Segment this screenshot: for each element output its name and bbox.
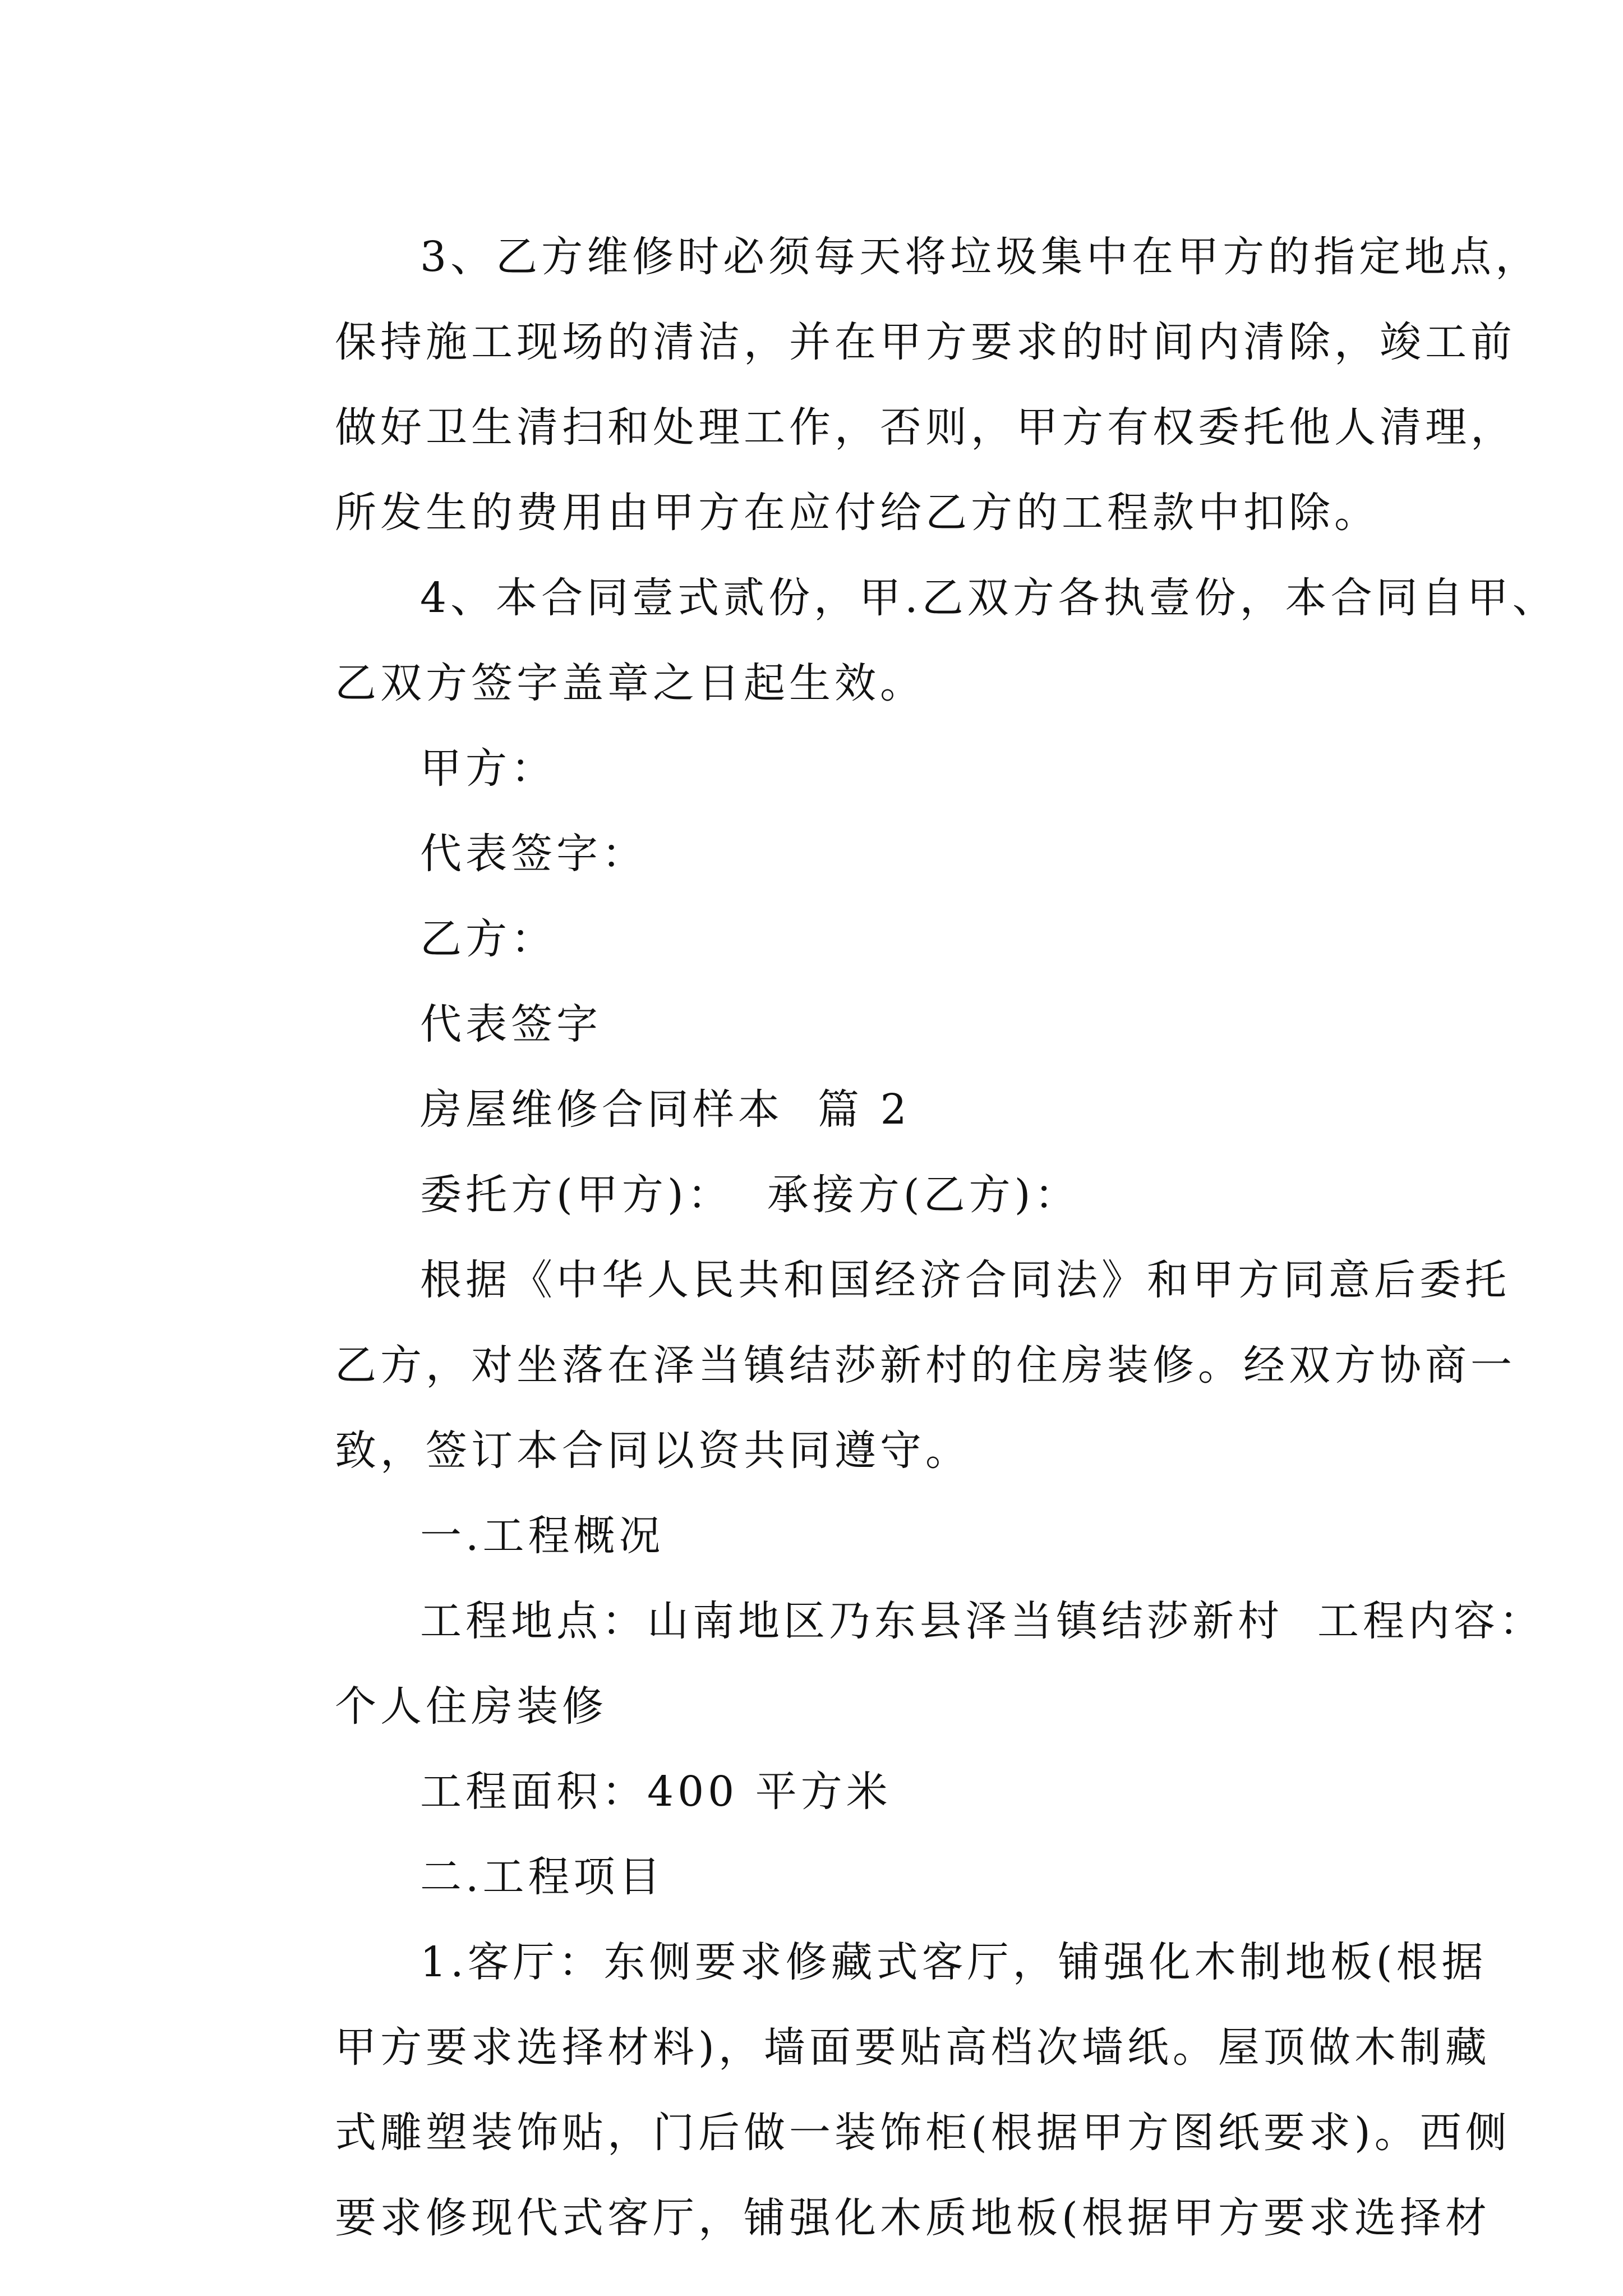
- living-room-paragraph: [250, 1920, 1511, 2261]
- text-line: 个人住房装修: [335, 1682, 607, 1731]
- text-line: 1.客厅：东侧要求修藏式客厅，铺强化木制地板(根据: [420, 1938, 1487, 1986]
- text-line: 致，签订本合同以资共同遵守。: [335, 1427, 971, 1475]
- text-line: 保持施工现场的清洁，并在甲方要求的时间内清除，竣工前: [335, 318, 1516, 366]
- text-line: 式雕塑装饰贴，门后做一装饰柜(根据甲方图纸要求)。西侧: [335, 2109, 1511, 2157]
- clause-3-paragraph: [250, 214, 1541, 555]
- preamble-paragraph: [250, 1237, 1516, 1493]
- text-line: 工程面积：400 平方米: [420, 1768, 892, 1816]
- text-line: 根据《中华人民共和国经济合同法》和甲方同意后委托: [420, 1256, 1510, 1304]
- section-heading: [250, 1067, 1376, 1152]
- project-overview-heading: [250, 1493, 1376, 1579]
- text-line: 一.工程概况: [420, 1512, 665, 1560]
- clause-4-paragraph: [250, 555, 1558, 726]
- text-line: 委托方(甲方)： 承接方(乙方)：: [420, 1171, 1080, 1219]
- text-line: 房屋维修合同样本 篇 2: [420, 1085, 911, 1134]
- text-line: 代表签字: [420, 1000, 602, 1048]
- text-line: 要求修现代式客厅，铺强化木质地板(根据甲方要求选择材: [335, 2194, 1491, 2242]
- party-a-signature-label: [250, 811, 1376, 896]
- text-line: 二.工程项目: [420, 1853, 665, 1901]
- project-area-line: [250, 1749, 1376, 1834]
- text-line: 做好卫生清扫和处理工作，否则，甲方有权委托他人清理，: [335, 403, 1516, 452]
- text-line: 代表签字：: [420, 830, 647, 878]
- text-line: 4、本合同壹式贰份，甲.乙双方各执壹份，本合同自甲、: [420, 574, 1558, 622]
- text-line: 甲方要求选择材料)，墙面要贴高档次墙纸。屋顶做木制藏: [335, 2023, 1491, 2072]
- text-line: 工程地点：山南地区乃东县泽当镇结莎新村 工程内容：: [420, 1597, 1545, 1645]
- text-line: 所发生的费用由甲方在应付给乙方的工程款中扣除。: [335, 489, 1380, 537]
- project-location-paragraph: [250, 1579, 1545, 1749]
- text-line: 乙方，对坐落在泽当镇结莎新村的住房装修。经双方协商一: [335, 1341, 1516, 1389]
- project-items-heading: [250, 1834, 1376, 1920]
- party-b-label: [250, 896, 1376, 982]
- text-line: 3、乙方维修时必须每天将垃圾集中在甲方的指定地点，: [420, 233, 1541, 281]
- party-a-label: [250, 726, 1376, 811]
- text-line: 乙双方签字盖章之日起生效。: [335, 659, 925, 707]
- text-line: 乙方：: [420, 915, 556, 963]
- document-body: [250, 214, 1558, 2261]
- party-b-signature-label: [250, 982, 1376, 1067]
- text-line: 甲方：: [420, 744, 556, 793]
- parties-line: [250, 1152, 1376, 1237]
